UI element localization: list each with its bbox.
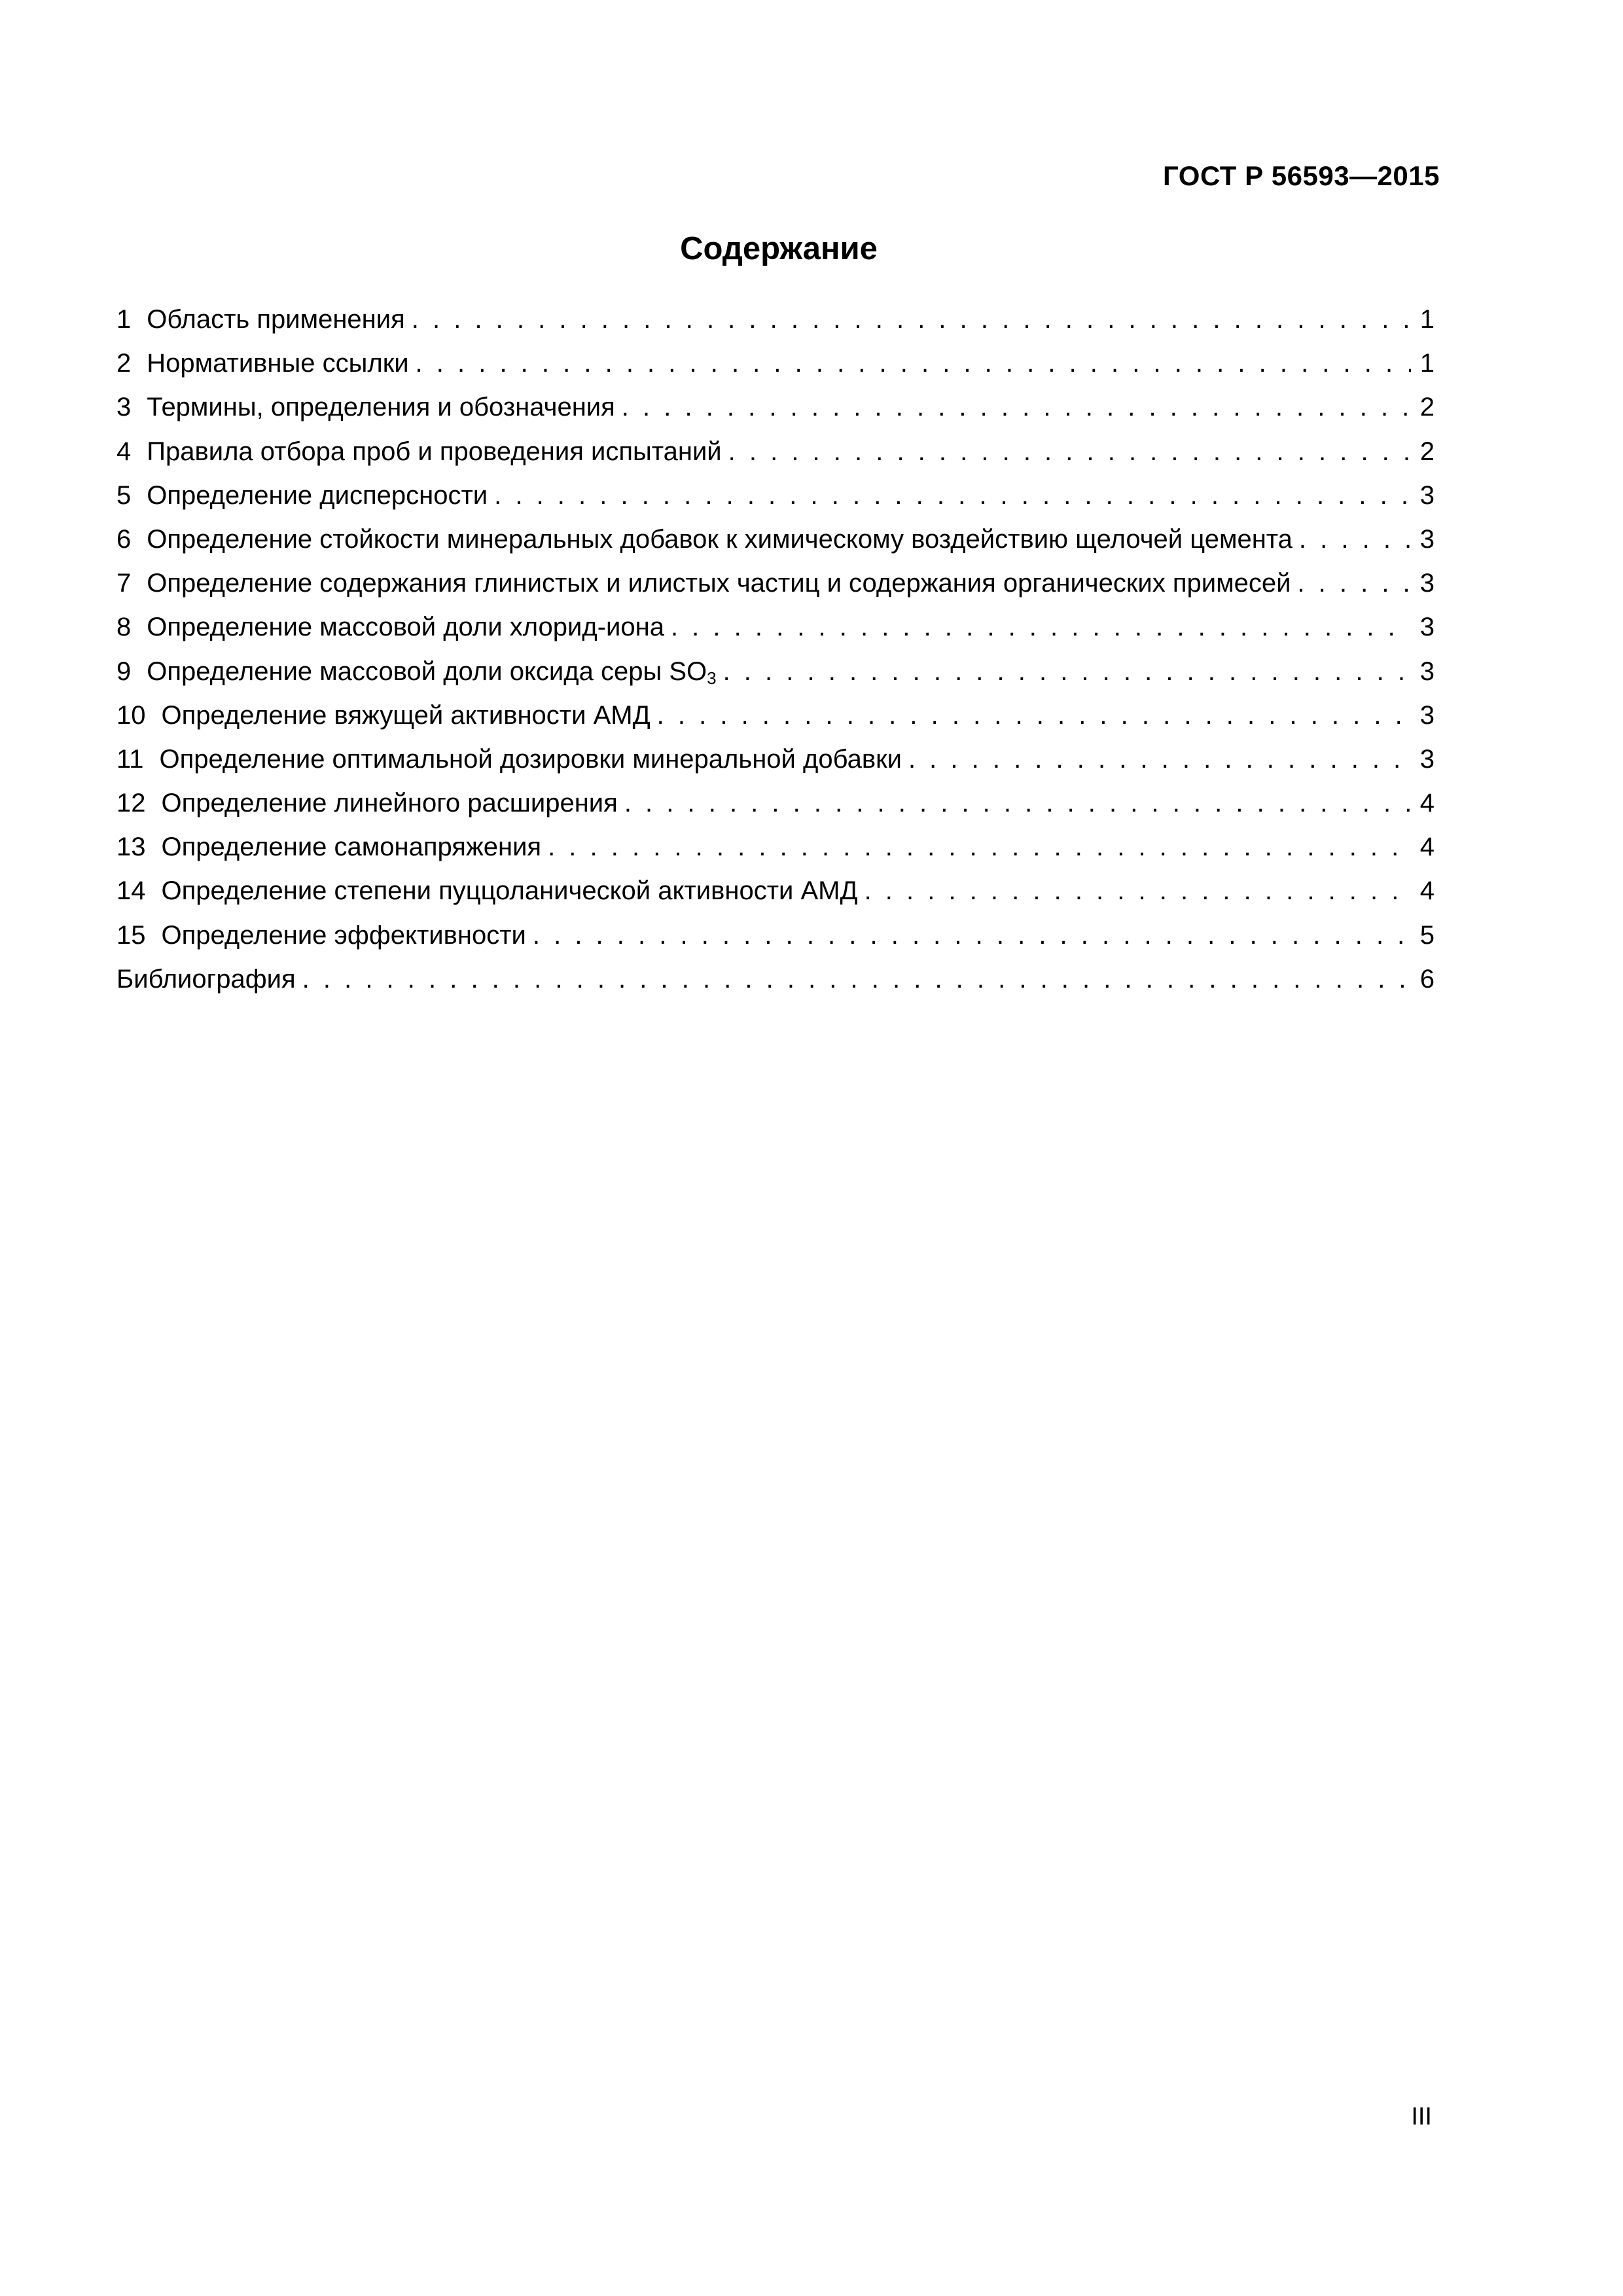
toc-entry-page: 4 [1419, 833, 1435, 862]
toc-entry[interactable] [116, 694, 1435, 738]
toc-entry-page: 3 [1419, 744, 1435, 774]
toc-entry[interactable] [116, 430, 1435, 474]
toc-entry-page: 1 [1419, 305, 1435, 334]
toc-entry-page: 3 [1419, 569, 1435, 598]
toc-entry-title: Определение дисперсности [147, 480, 488, 510]
toc-entry-number: 15 [116, 920, 146, 950]
toc-entry-title: Термины, определения и обозначения [147, 393, 615, 422]
toc-entry-page: 4 [1419, 876, 1435, 906]
toc-entry-number: 11 [116, 744, 144, 774]
toc-entry-number: 6 [116, 524, 132, 554]
toc-entry-number: 10 [116, 700, 146, 730]
toc-entry-title: Правила отбора проб и проведения испытаний [147, 437, 722, 466]
toc-dot-leader [416, 342, 1411, 386]
toc-dot-leader [412, 298, 1411, 342]
toc-entry-page: 4 [1419, 789, 1435, 818]
toc-entry-number: 9 [116, 656, 132, 686]
toc-entry[interactable] [116, 914, 1435, 958]
toc-entry-title: Область применения [147, 305, 405, 334]
toc-entry-number: 1 [116, 305, 132, 334]
toc-entry[interactable] [116, 869, 1435, 913]
toc-entry-title: Определение линейного расширения [161, 789, 618, 818]
toc-dot-leader [622, 386, 1411, 429]
toc-entry-page: 2 [1419, 437, 1435, 466]
toc-entry-title: Определение оптимальной дозировки минеральной добавки [159, 744, 902, 774]
toc-dot-leader [865, 869, 1411, 913]
toc-entry-number: 14 [116, 876, 146, 906]
toc-entry-number: 12 [116, 789, 146, 818]
toc-dot-leader [548, 825, 1411, 869]
toc-entry-number: 3 [116, 393, 132, 422]
toc-entry-number: 8 [116, 613, 132, 642]
toc-entry-page: 3 [1419, 700, 1435, 730]
toc-dot-leader [723, 650, 1411, 694]
page-number: III [1411, 2103, 1432, 2130]
toc-entry-page: 1 [1419, 349, 1435, 378]
toc-dot-leader [533, 914, 1411, 958]
toc-dot-leader [624, 781, 1411, 825]
toc-entry-title-text: Определение массовой доли оксида серы SO [147, 656, 707, 686]
toc-entry[interactable] [116, 474, 1435, 518]
toc-entry[interactable] [116, 298, 1435, 342]
toc-entry-title: Определение самонапряжения [161, 833, 542, 862]
toc-entry[interactable] [116, 825, 1435, 869]
toc-entry-title [147, 650, 716, 694]
toc-entry-title: Определение содержания глинистых и илистых частиц и содержания органических примесей [147, 569, 1291, 598]
subscript: 3 [707, 668, 717, 688]
toc-entry-title: Нормативные ссылки [147, 349, 409, 378]
toc-entry-title: Определение массовой доли хлорид-иона [147, 613, 664, 642]
toc-entry[interactable] [116, 781, 1435, 825]
toc-entry-number: 2 [116, 349, 132, 378]
toc-dot-leader [302, 958, 1411, 1001]
toc-dot-leader [728, 430, 1411, 474]
toc-dot-leader [1297, 562, 1410, 605]
toc-dot-leader [671, 605, 1411, 649]
toc-title: Содержание [680, 231, 878, 266]
toc-dot-leader [1299, 518, 1411, 562]
toc-dot-leader [494, 474, 1411, 518]
toc-entry-number: 7 [116, 569, 132, 598]
toc-entry[interactable] [116, 386, 1435, 429]
toc-entry-title: Определение степени пуццоланической активности АМД [161, 876, 858, 906]
toc-entry-number: 5 [116, 480, 132, 510]
toc-entry[interactable] [116, 342, 1435, 386]
toc-entry-title: Определение эффективности [161, 920, 526, 950]
toc-entry-page: 3 [1419, 480, 1435, 510]
toc-entry-page: 3 [1419, 656, 1435, 686]
toc-entry-page: 3 [1419, 613, 1435, 642]
toc-entry-page: 6 [1419, 964, 1435, 994]
document-code: ГОСТ Р 56593—2015 [1163, 160, 1440, 191]
toc-entry-title: Библиография [116, 964, 296, 994]
toc-entry[interactable] [116, 605, 1435, 649]
toc-entry-bibliography[interactable] [116, 958, 1435, 1001]
toc-entry[interactable] [116, 562, 1435, 605]
toc-entry-title: Определение вяжущей активности АМД [161, 700, 651, 730]
toc-entry-page: 2 [1419, 393, 1435, 422]
toc-entry-page: 5 [1419, 920, 1435, 950]
toc-entry-number: 13 [116, 833, 146, 862]
toc-dot-leader [908, 738, 1411, 781]
toc-entry-title: Определение стойкости минеральных добавок к химическому воздействию щелочей цемента [147, 524, 1293, 554]
toc-entry[interactable] [116, 518, 1435, 562]
table-of-contents [116, 298, 1435, 1001]
toc-entry[interactable] [116, 738, 1435, 781]
toc-dot-leader [657, 694, 1411, 738]
toc-entry-number: 4 [116, 437, 132, 466]
toc-entry[interactable] [116, 650, 1435, 694]
toc-entry-page: 3 [1419, 524, 1435, 554]
